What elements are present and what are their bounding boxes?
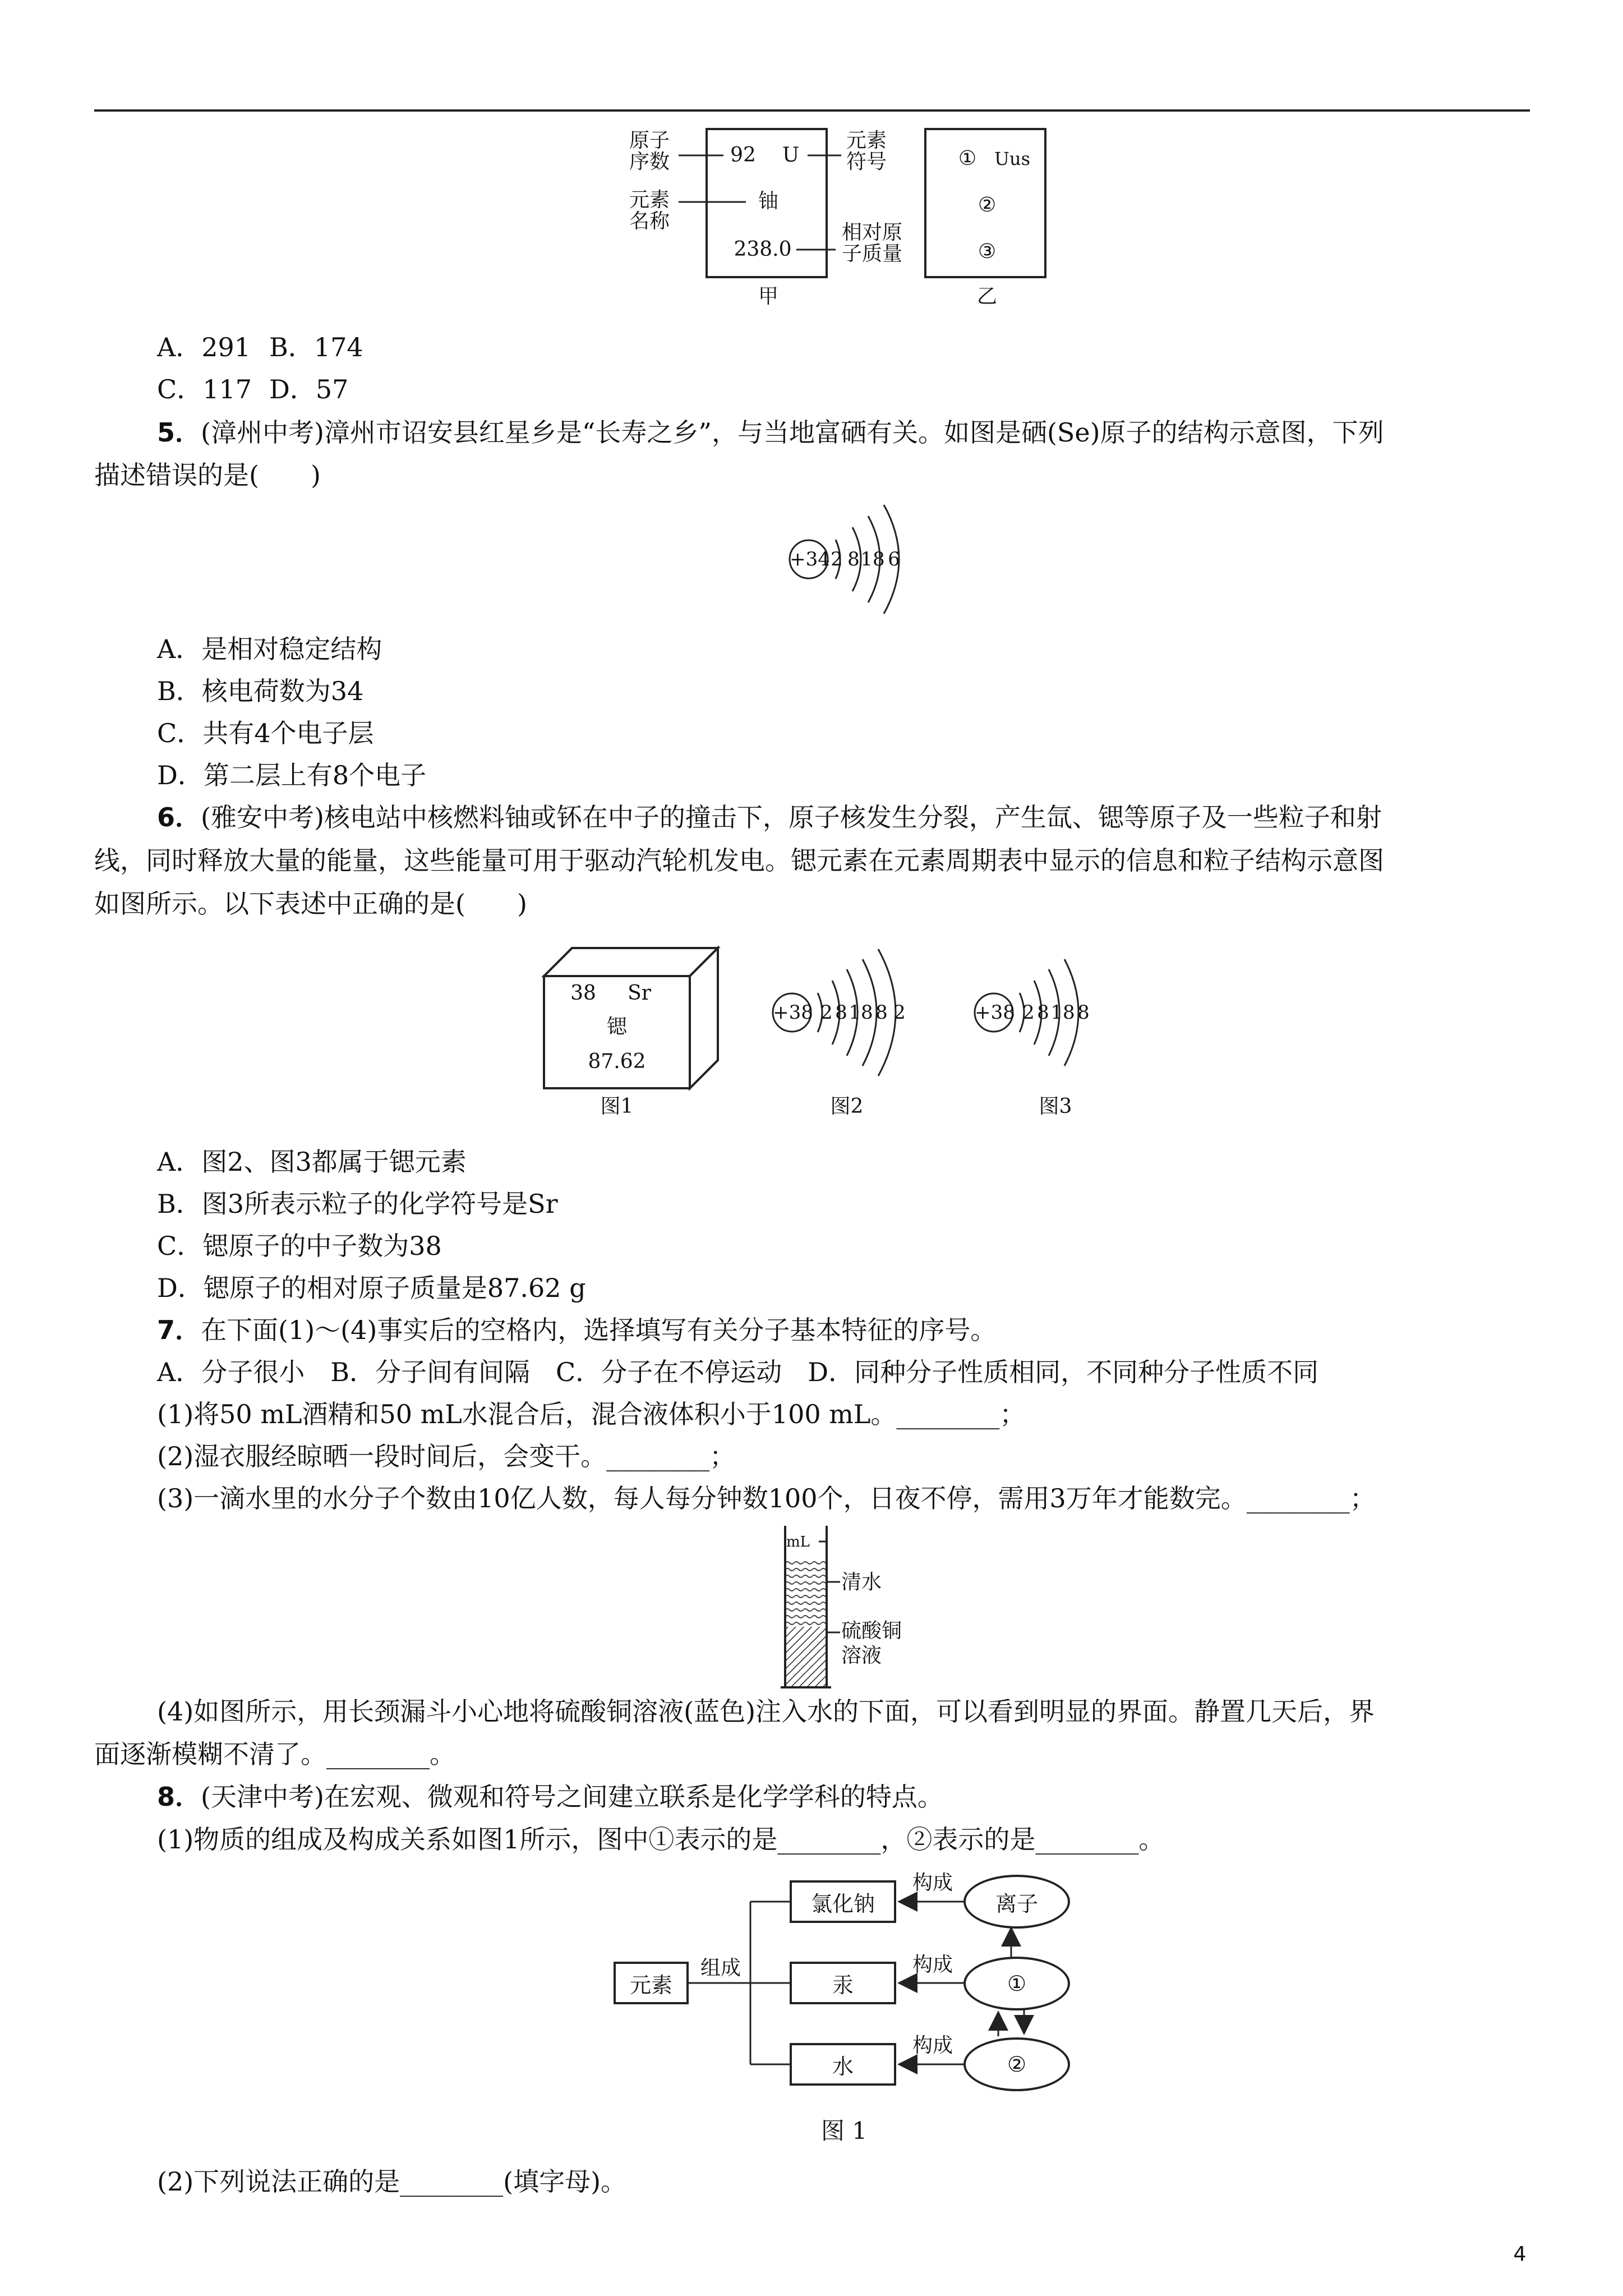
q5-shell-1: 2	[831, 548, 843, 570]
q6-option-d: D．锶原子的相对原子质量是87.62 g	[157, 1273, 586, 1303]
q5-shell-3: 18	[860, 548, 885, 570]
q5-stem-line1: 5．(漳州中考)漳州市诏安县红星乡是“长寿之乡”，与当地富硒有关。如图是硒(Se)原子的结构示意图，下列	[157, 417, 1384, 448]
q4-option-c: C．117	[157, 374, 252, 404]
fig2-shell-1: 2	[820, 1001, 833, 1024]
fig2-shell-2: 8	[835, 1001, 847, 1024]
q4-option-d: D．57	[269, 374, 349, 404]
q6-stem-line3: 如图所示。以下表述中正确的是( )	[94, 889, 527, 919]
q5-option-d: D．第二层上有8个电子	[157, 760, 427, 790]
ellipse-blank-2: ②	[963, 2037, 1070, 2091]
ellipse-ion: 离子	[963, 1875, 1070, 1929]
element-name: 铀	[758, 190, 778, 213]
fig3-shell-3: 18	[1050, 1001, 1075, 1024]
q6-option-b: B．图3所表示粒子的化学符号是Sr	[157, 1189, 558, 1219]
q4-option-a: A．291	[157, 332, 251, 362]
sr-number: 38	[570, 982, 596, 1005]
label-compose: 组成	[700, 1957, 741, 1980]
page-number: 4	[1513, 2243, 1527, 2266]
atomic-number: 92	[730, 144, 756, 167]
label-relative-mass: 相对原子质量	[841, 221, 902, 265]
element-symbol: U	[782, 144, 800, 167]
q5-option-a: A．是相对稳定结构	[157, 634, 382, 664]
blank-2: ②	[978, 194, 997, 217]
caption-figure-1: 图 1	[820, 2117, 868, 2145]
sr-symbol: Sr	[628, 982, 651, 1005]
q5-stem-line2: 描述错误的是( )	[94, 460, 321, 490]
label-element-symbol: 元素符号	[846, 129, 887, 173]
caption-yi: 乙	[976, 285, 997, 308]
ellipse-blank-1: ①	[963, 1957, 1070, 2010]
q5-option-b: B．核电荷数为34	[157, 676, 364, 706]
cylinder-unit: mL	[786, 1534, 810, 1550]
q5-shell-2: 8	[847, 548, 860, 570]
box-sodium-chloride: 氯化钠	[790, 1880, 896, 1923]
label-constitute-2: 构成	[912, 1953, 953, 1976]
fig3-shell-2: 8	[1037, 1001, 1049, 1024]
caption-fig1: 图1	[600, 1095, 634, 1118]
q7-choices: A．分子很小 B．分子间有间隔 C．分子在不停运动 D．同种分子性质相同，不同种分子性质不同	[157, 1357, 1319, 1387]
fig3-shell-1: 2	[1022, 1001, 1035, 1024]
q8-item1: (1)物质的组成及构成关系如图1所示，图中①表示的是________，②表示的是________。	[157, 1824, 1165, 1855]
caption-fig2: 图2	[830, 1095, 864, 1118]
q6-stem-line1: 6．(雅安中考)核电站中核燃料铀或钚在中子的撞击下，原子核发生分裂，产生氙、锶等原子及一些粒子和射	[157, 802, 1382, 832]
q7-item4-line2: 面逐渐模糊不清了。________。	[94, 1739, 455, 1769]
q5-nucleus: +34	[790, 548, 830, 570]
q8-item2: (2)下列说法正确的是________(填字母)。	[157, 2166, 627, 2197]
q5-shell-4: 6	[888, 548, 900, 570]
q8-stem: 8．(天津中考)在宏观、微观和符号之间建立联系是化学学科的特点。	[157, 1782, 943, 1812]
label-copper-sulfate: 硫酸铜溶液	[841, 1619, 902, 1667]
q7-item3: (3)一滴水里的水分子个数由10亿人数，每人每分钟数100个，日夜不停，需用3万年才能数完。________；	[157, 1483, 1376, 1513]
q7-item1: (1)将50 mL酒精和50 mL水混合后，混合液体积小于100 mL。________；	[157, 1399, 1026, 1429]
q5-option-c: C．共有4个电子层	[157, 718, 374, 748]
label-element-name: 元素名称	[629, 188, 670, 233]
q6-option-c: C．锶原子的中子数为38	[157, 1231, 442, 1261]
fig2-shell-5: 2	[893, 1001, 906, 1024]
blank-1: ①	[958, 147, 977, 170]
fig3-shell-4: 8	[1077, 1001, 1090, 1024]
label-atomic-number: 原子序数	[629, 129, 670, 173]
q7-item4-line1: (4)如图所示，用长颈漏斗小心地将硫酸铜溶液(蓝色)注入水的下面，可以看到明显的界面。静置几天后，界	[157, 1696, 1375, 1727]
fig2-nucleus: +38	[773, 1001, 813, 1024]
fig2-shell-4: 8	[875, 1001, 888, 1024]
q4-option-b: B．174	[269, 332, 363, 362]
fig2-shell-3: 18	[849, 1001, 873, 1024]
label-constitute-3: 构成	[912, 2034, 953, 2057]
q7-item2: (2)湿衣服经晾晒一段时间后，会变干。________；	[157, 1441, 736, 1471]
q7-stem: 7．在下面(1)～(4)事实后的空格内，选择填写有关分子基本特征的序号。	[157, 1315, 997, 1345]
blank-3: ③	[978, 240, 997, 263]
symbol-uus: Uus	[994, 148, 1030, 169]
sr-name: 锶	[606, 1015, 627, 1038]
box-water: 水	[790, 2043, 896, 2086]
fig3-nucleus: +38	[975, 1001, 1015, 1024]
relative-mass: 238.0	[734, 238, 792, 261]
q6-option-a: A．图2、图3都属于锶元素	[157, 1147, 467, 1177]
box-element: 元素	[614, 1962, 689, 2004]
sr-mass: 87.62	[588, 1050, 646, 1073]
caption-fig3: 图3	[1039, 1095, 1072, 1118]
q6-stem-line2: 线，同时释放大量的能量，这些能量可用于驱动汽轮机发电。锶元素在元素周期表中显示的信息和粒子结构示意图	[94, 845, 1384, 876]
box-mercury: 汞	[790, 1962, 896, 2004]
label-clear-water: 清水	[841, 1571, 882, 1594]
label-constitute-1: 构成	[912, 1871, 953, 1894]
caption-jia: 甲	[758, 285, 778, 308]
